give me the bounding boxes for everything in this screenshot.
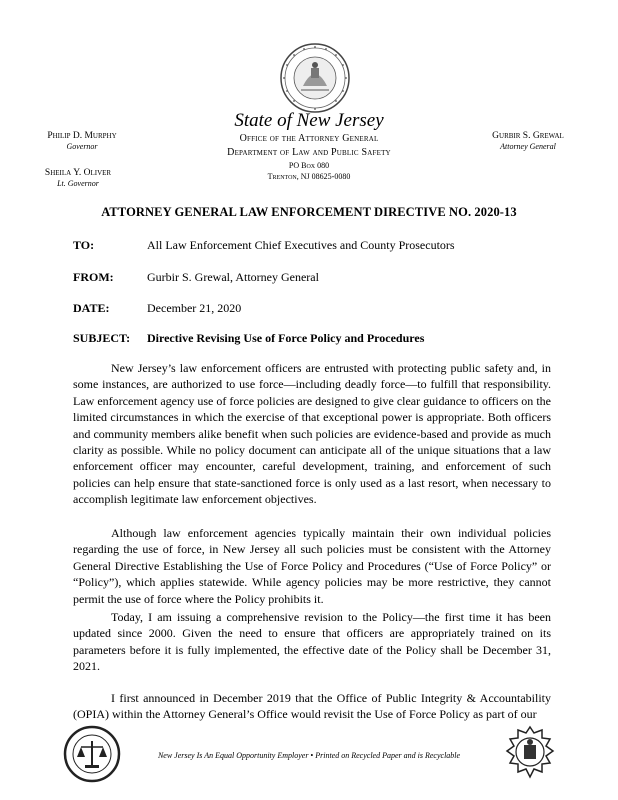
state-name: State of New Jersey <box>234 110 384 131</box>
lt-governor-title: Lt. Governor <box>57 179 99 188</box>
footer-text: New Jersey Is An Equal Opportunity Employer • Printed on Recycled Paper and is Recyclable <box>157 751 461 760</box>
attorney-general-block <box>463 130 593 152</box>
paragraph-4: I first announced in December 2019 that the Office of Public Integrity & Accountability (OPIA) within the Attorney General’s Office would revisit the Use of Force Policy as part of our <box>73 691 551 722</box>
ag-name: Gurbir S. Grewal <box>492 131 564 141</box>
directive-title: ATTORNEY GENERAL LAW ENFORCEMENT DIRECTIVE NO. 2020-13 <box>101 205 517 219</box>
nj-seal-icon <box>504 725 556 783</box>
subject-value: Directive Revising Use of Force Policy and Procedures <box>147 331 425 345</box>
to-label: TO: <box>73 238 95 252</box>
date-label: DATE: <box>73 301 110 315</box>
from-label: FROM: <box>73 270 114 284</box>
office-name: Office of the Attorney General <box>239 133 379 144</box>
lt-governor-name: Sheila Y. Oliver <box>44 168 112 178</box>
paragraph-1: New Jersey’s law enforcement officers are entrusted with protecting public safety and, in some instances, are authorized to use force—including deadly force—to fulfill that responsibility. Law enforcement agency use of force policies are designed to give clear guidance to officers on the limited circumstances in which the exercise of that exceptional power is appropriate. Both officers and community members alike benefit when such policies are evidence-based and provide as much clarity as possible. While no policy document can anticipate all of the unique situations that a law enforcement officer may encounter, careful development, training, and enforcement of such policies can help ensure that state-sanctioned force is only used as a last resort, when necessary to accomplish legitimate law enforcement objectives. <box>73 361 551 507</box>
paragraph-3: Today, I am issuing a comprehensive revision to the Policy—the first time it has been updated since 2000. Given the need to ensure that officers are appropriately trained on its parameters before it is fully implemented, the effective date of the Policy shall be December 31, 2021. <box>73 610 551 674</box>
paragraph-2: Although law enforcement agencies typically maintain their own individual policies regarding the use of force, in New Jersey all such policies must be consistent with the Attorney General Directive Establishing the Use of Force Policy and Procedures (“Use of Force Policy” or “Policy”), which applies statewide. While agency policies may be more restrictive, they cannot permit the use of force where the Policy prohibits it. <box>73 526 551 606</box>
ag-title: Attorney General <box>500 142 556 151</box>
date-value: December 21, 2020 <box>147 301 242 315</box>
lt-governor-block <box>18 167 138 189</box>
department-name: Department of Law and Public Safety <box>227 147 391 158</box>
city-address: Trenton, NJ 08625-0080 <box>267 172 351 181</box>
subject-label: SUBJECT: <box>73 331 131 345</box>
po-box: PO Box 080 <box>288 161 330 170</box>
state-seal-icon <box>279 42 351 114</box>
governor-block <box>27 130 137 152</box>
governor-title: Governor <box>66 142 98 151</box>
governor-name: Philip D. Murphy <box>47 131 117 141</box>
from-value: Gurbir S. Grewal, Attorney General <box>147 270 319 284</box>
to-value: All Law Enforcement Chief Executives and County Prosecutors <box>147 238 455 252</box>
